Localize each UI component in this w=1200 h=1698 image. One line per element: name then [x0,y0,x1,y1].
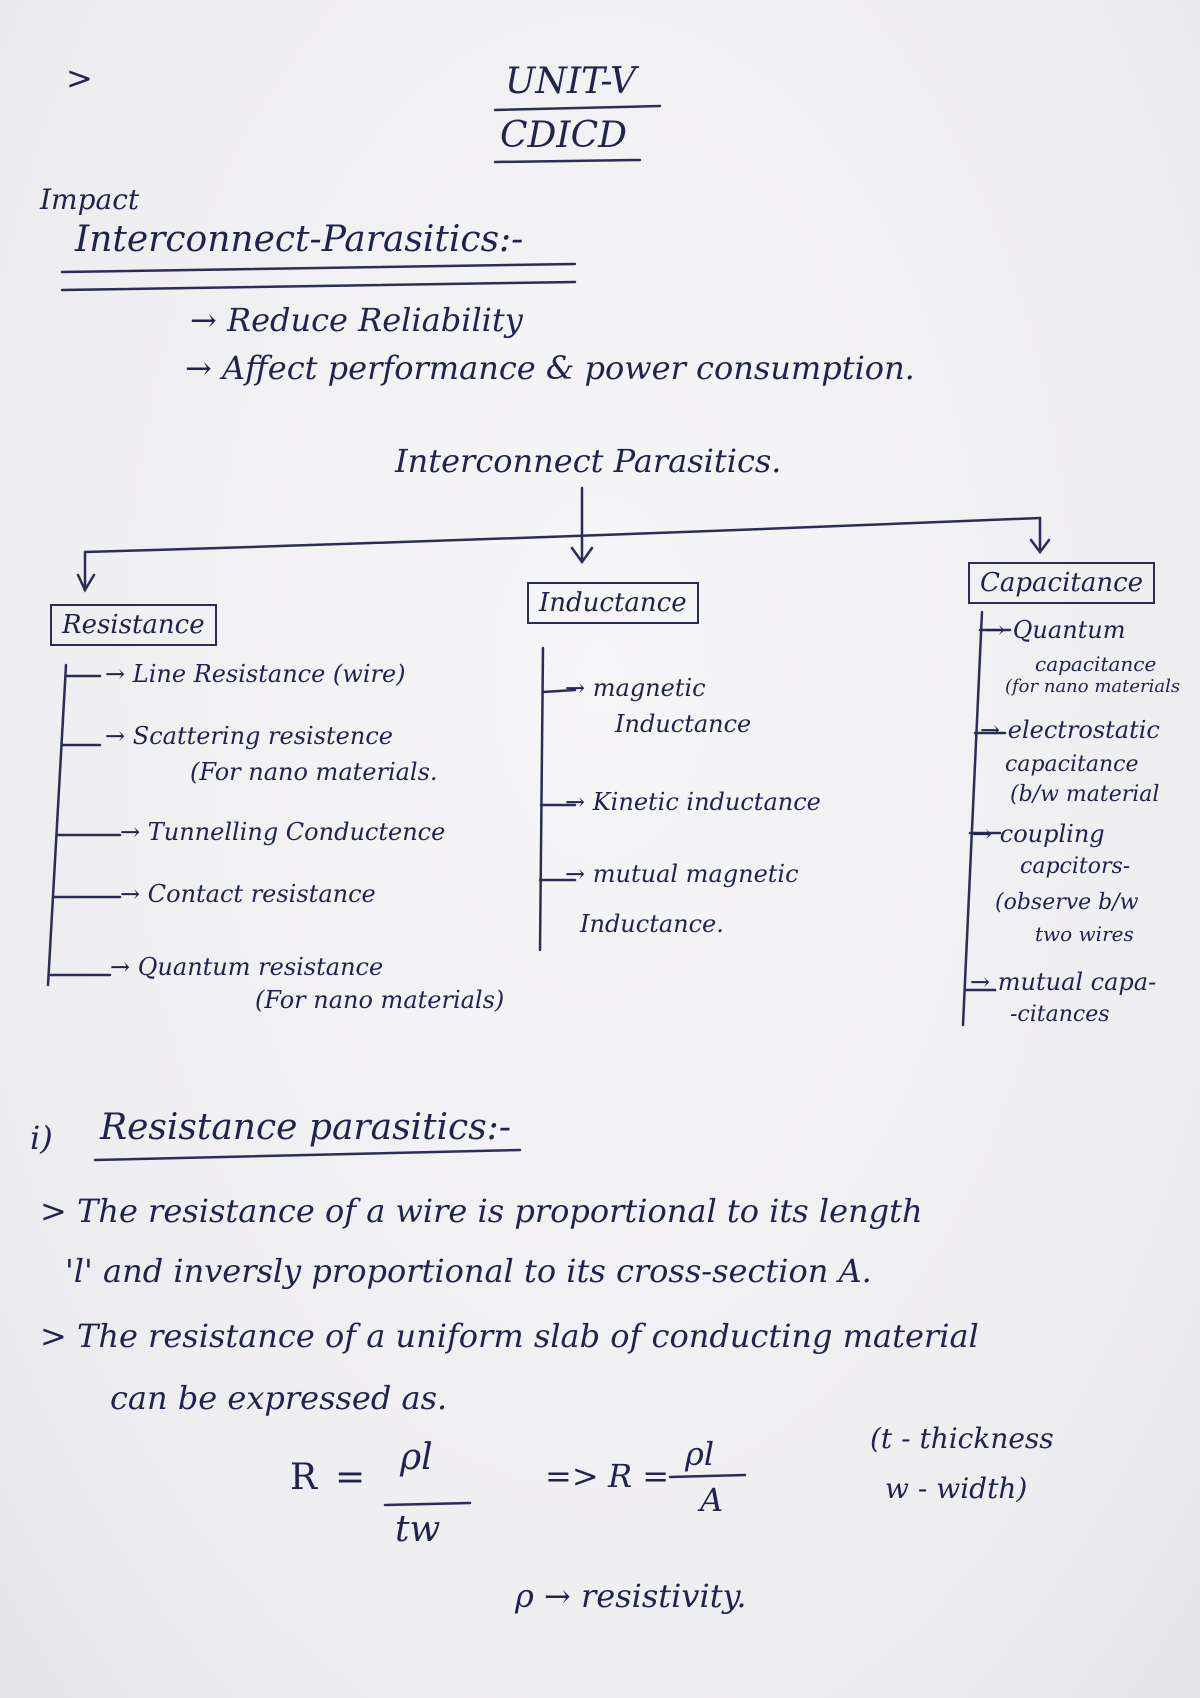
resistance-item: → Quantum resistance [110,953,384,981]
paragraph-line: > The resistance of a uniform slab of conducting material [40,1317,979,1355]
branch-resistance: Resistance [50,604,217,646]
resistance-item: → Tunnelling Conductence [120,818,446,846]
paragraph-line: can be expressed as. [110,1379,448,1417]
impact-bullet-2: → Affect performance & power consumption. [185,349,915,387]
formula2-lhs: R = [608,1457,670,1495]
fraction-bar-2 [670,1475,745,1477]
section-heading: Interconnect-Parasitics:- [75,219,524,260]
formula-denominator: tw [395,1509,441,1550]
capacitance-item-note: two wires [1035,922,1134,946]
resistivity-definition: ρ → resistivity. [515,1577,747,1615]
capacitance-item-note: capcitors- [1020,854,1131,879]
paragraph-line: > The resistance of a wire is proportional to its length [40,1192,923,1230]
impact-bullet-1: → Reduce Reliability [190,301,523,339]
capacitance-item-note: (for nano materials [1005,676,1181,697]
capacitance-item: → mutual capa- [970,968,1157,996]
inductance-item: → Kinetic inductance [565,788,821,816]
formula2-numerator: ρl [685,1435,715,1473]
inductance-item-note: Inductance. [580,910,724,938]
capacitance-item-note: (b/w material [1010,782,1160,807]
resistance-spine [48,665,66,985]
margin-mark: > [66,59,93,97]
formula-equals: = [335,1457,366,1498]
inductance-spine [540,648,543,950]
heading-underline-2 [62,282,575,290]
paragraph-line: 'l' and inversly proportional to its cross-section A. [65,1252,872,1290]
capacitance-item: → electrostatic [980,716,1160,744]
legend-thickness: (t - thickness [870,1422,1054,1455]
inductance-item-note: Inductance [615,710,752,738]
capacitance-item-note: capacitance [1005,752,1139,777]
resistance-item-note: (For nano materials. [190,758,438,786]
subject-code: CDICD [500,115,628,156]
capacitance-item: → Quantum [985,616,1126,644]
unit-underline [495,106,660,110]
resistance-item: → Contact resistance [120,880,376,908]
capacitance-item-note: capacitance [1035,652,1157,676]
section-number: i) [30,1119,53,1157]
branch-inductance: Inductance [527,582,699,624]
formula-implies: => [545,1457,599,1495]
inductance-item: → magnetic [565,674,706,702]
resistance-item-note: (For nano materials) [255,986,505,1014]
legend-width: w - width) [885,1472,1028,1505]
formula-numerator: ρl [400,1437,433,1478]
formula2-denominator: A [700,1481,724,1519]
capacitance-item-note: -citances [1010,1002,1110,1027]
capacitance-item-note: (observe b/w [995,890,1139,915]
branch-capacitance: Capacitance [968,562,1155,604]
fraction-bar-1 [385,1503,470,1505]
formula-R: R [290,1457,318,1498]
heading-underline-1 [62,264,575,272]
impact-label: Impact [40,183,140,216]
resistance-item: → Line Resistance (wire) [105,660,406,688]
tree-root-label: Interconnect Parasitics. [395,442,782,480]
subject-underline [495,160,640,162]
tree-bar [85,518,1040,552]
capacitance-item: → coupling [972,820,1105,848]
resistance-item: → Scattering resistence [105,722,393,750]
unit-title: UNIT-V [505,61,636,102]
inductance-item: → mutual magnetic [565,860,799,888]
section-title: Resistance parasitics:- [100,1107,511,1148]
capacitance-spine [963,612,982,1025]
section-underline [95,1150,520,1160]
